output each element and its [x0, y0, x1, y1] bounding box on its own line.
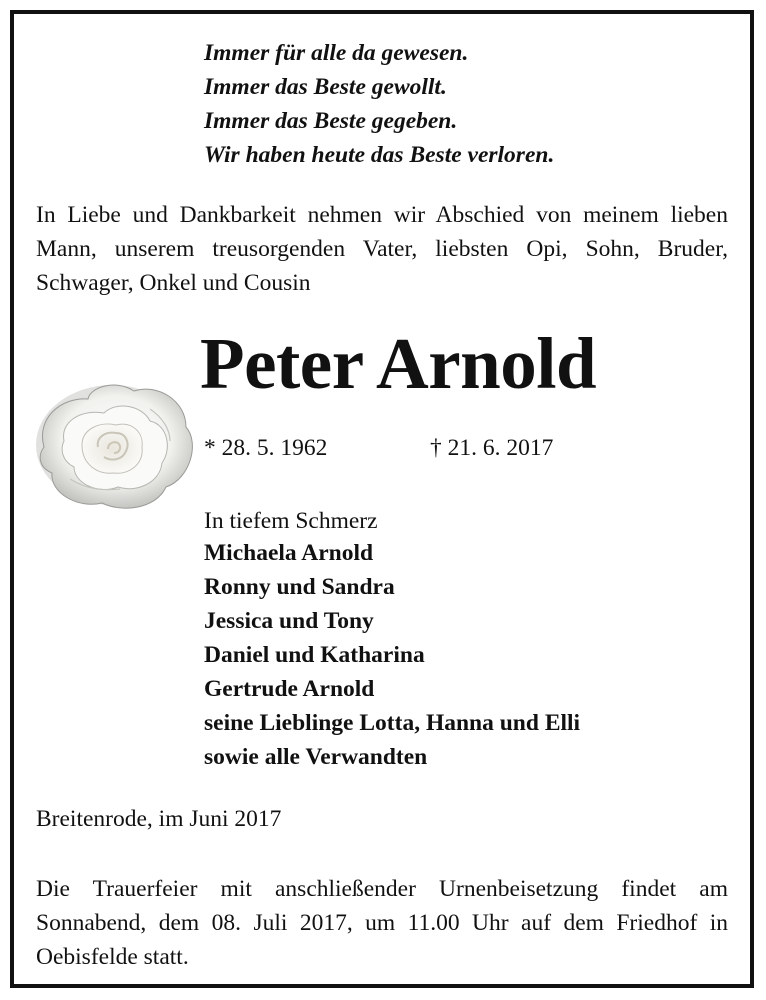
poem-line: Wir haben heute das Beste verloren.	[204, 142, 555, 168]
obituary-notice	[10, 10, 754, 988]
farewell-text: In Liebe und Dankbarkeit nehmen wir Abschied von meinem lieben Mann, unserem treusorgenden Vater, liebsten Opi, Sohn, Bruder, Schwager, Onkel und Cousin	[36, 202, 728, 296]
poem-line: Immer für alle da gewesen.	[204, 40, 469, 66]
funeral-details: Die Trauerfeier mit anschließender Urnenbeisetzung findet am Sonnabend, dem 08. Juli 2017, um 11.00 Uhr auf dem Friedhof in Oebisfelde statt.	[36, 876, 728, 970]
deceased-name: Peter Arnold	[200, 323, 597, 404]
poem-line: Immer das Beste gegeben.	[204, 108, 458, 134]
rose-graphic	[30, 369, 200, 514]
birth-date: * 28. 5. 1962	[204, 435, 328, 461]
death-date: † 21. 6. 2017	[430, 435, 554, 461]
mourning-heading: In tiefem Schmerz	[204, 508, 378, 534]
mourner-name: Jessica und Tony	[204, 608, 374, 634]
mourner-name: Daniel und Katharina	[204, 642, 425, 668]
memorial-poem	[204, 36, 554, 172]
mourner-name: seine Lieblinge Lotta, Hanna und Elli	[204, 710, 581, 736]
mourner-name: Michaela Arnold	[204, 540, 374, 566]
mourner-name: sowie alle Verwandten	[204, 744, 428, 770]
mourner-name: Ronny und Sandra	[204, 574, 395, 600]
place-and-date: Breitenrode, im Juni 2017	[36, 806, 282, 832]
mourners-list	[204, 536, 580, 774]
white-rose-icon	[30, 369, 200, 514]
mourner-name: Gertrude Arnold	[204, 676, 375, 702]
poem-line: Immer das Beste gewollt.	[204, 74, 447, 100]
